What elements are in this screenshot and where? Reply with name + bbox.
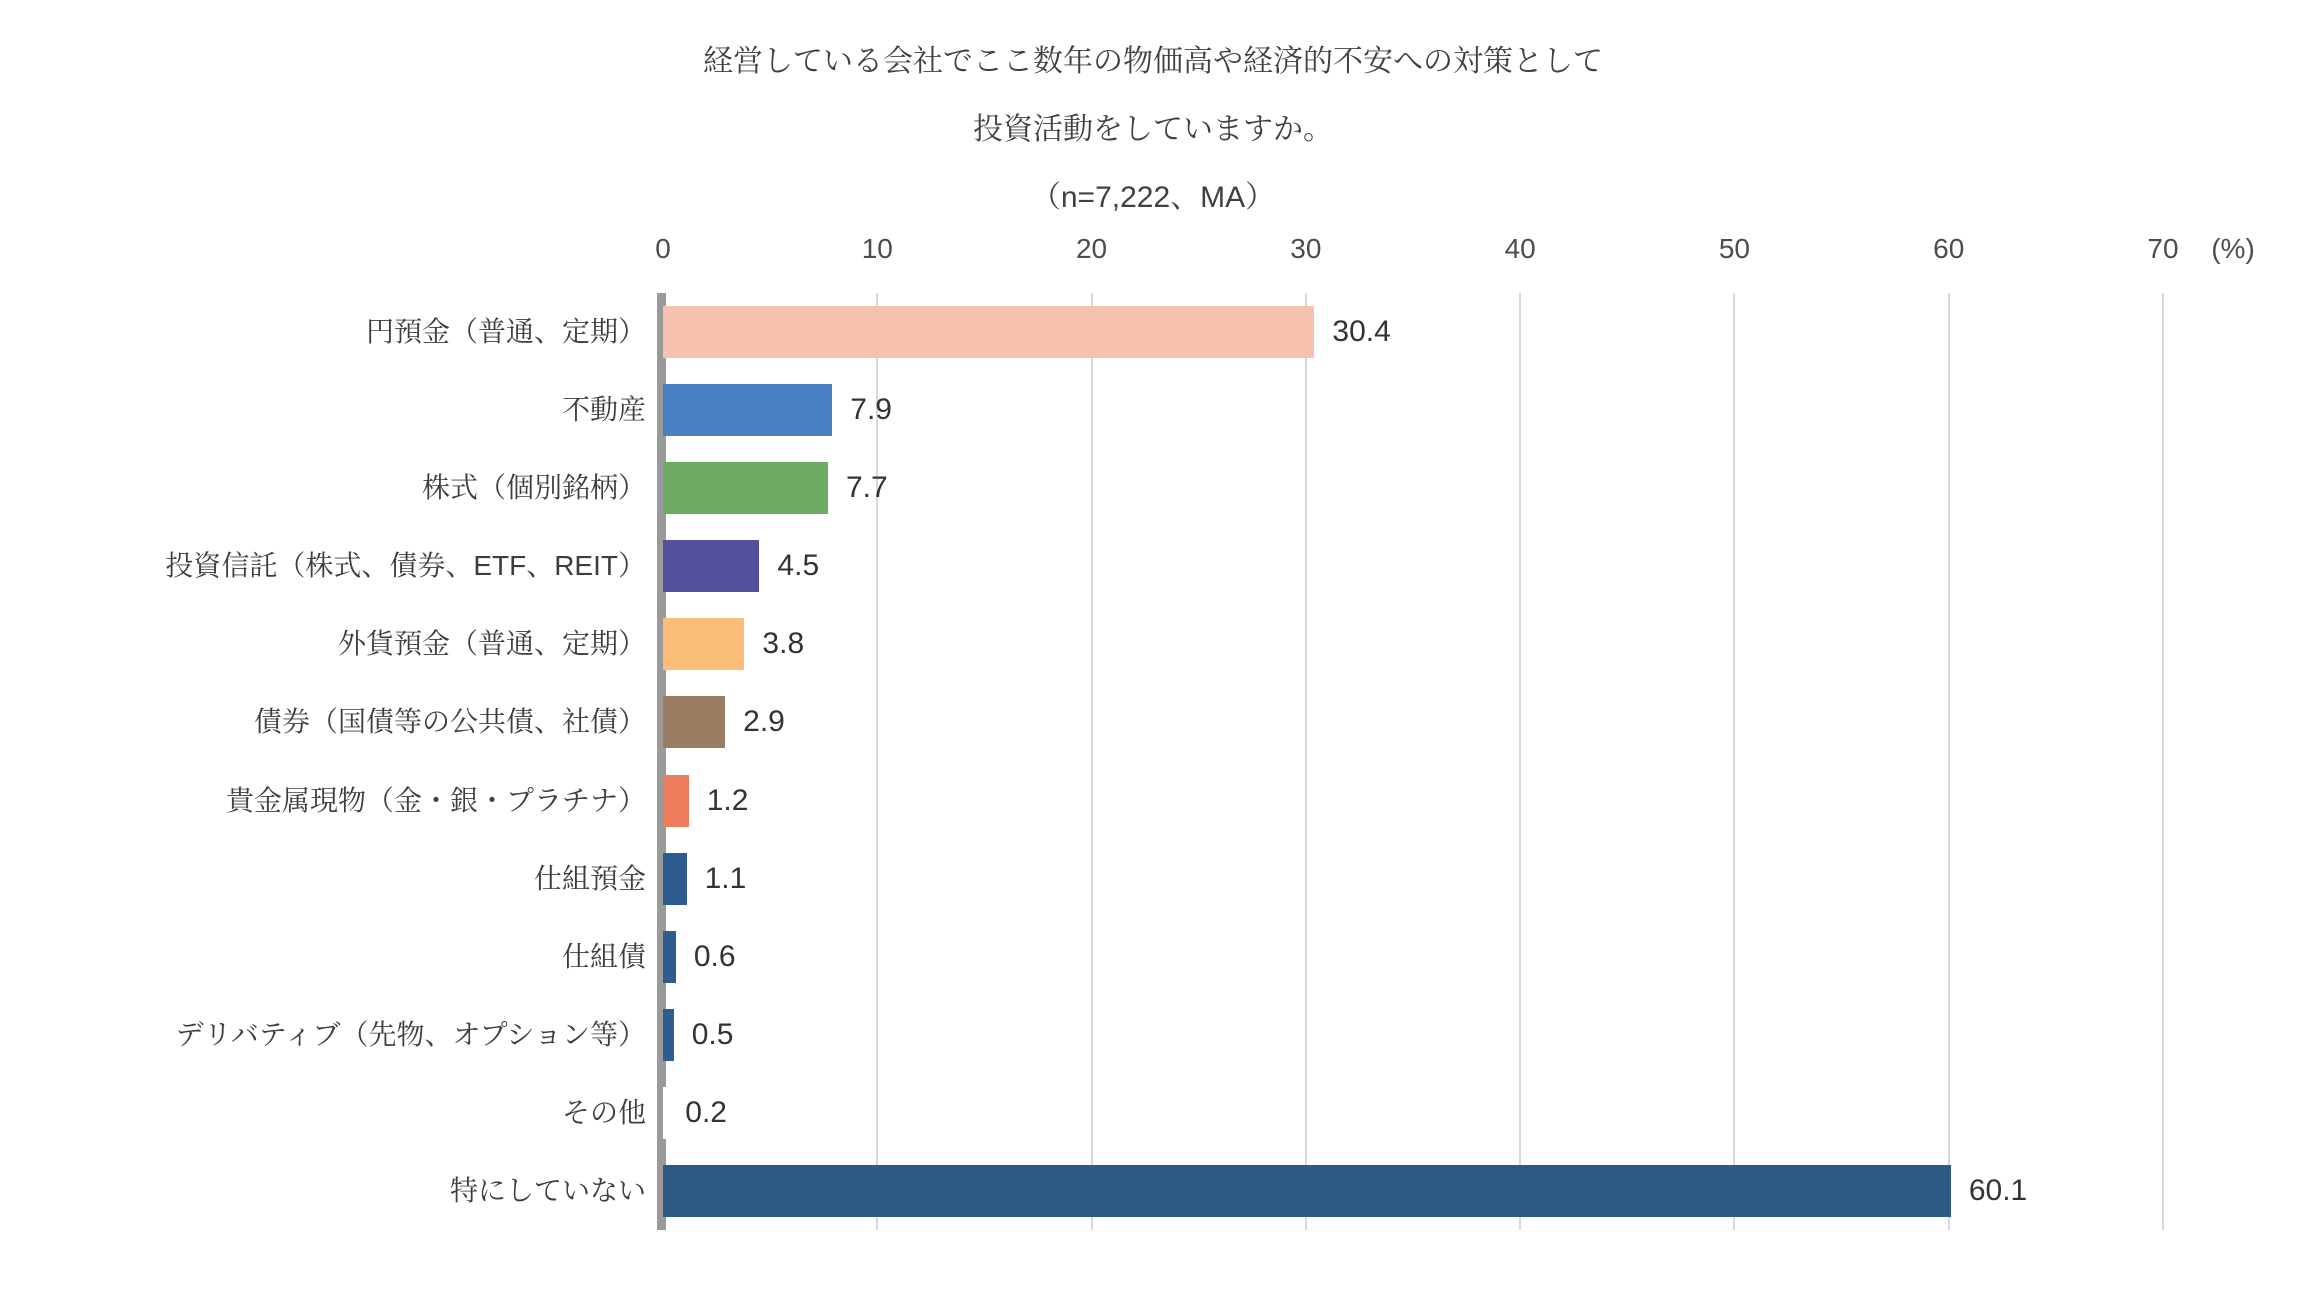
x-tick-label: 20	[1075, 233, 1108, 264]
bar	[663, 384, 832, 436]
value-label: 0.2	[685, 1095, 727, 1129]
category-label: 特にしていない	[449, 1174, 646, 1206]
category-label: 外貨預金（普通、定期）	[337, 628, 646, 660]
category-label: 仕組債	[561, 940, 646, 972]
category-label: 債券（国債等の公共債、社債）	[253, 706, 646, 738]
x-gridline	[2162, 293, 2164, 1230]
bar	[663, 696, 725, 748]
value-label: 7.9	[850, 393, 892, 427]
x-gridline	[1948, 293, 1950, 1230]
value-label: 3.8	[762, 627, 805, 661]
bar	[663, 1165, 1951, 1217]
value-label: 1.1	[704, 861, 747, 895]
x-tick-label: 60	[1933, 233, 1965, 264]
bar	[663, 462, 828, 514]
value-label: 4.5	[777, 549, 820, 583]
category-label: 投資信託（株式、債券、ETF、REIT）	[165, 550, 646, 582]
value-label: 30.4	[1332, 315, 1391, 349]
category-label: デリバティブ（先物、オプション等）	[175, 1018, 646, 1050]
chart-subtitle: （n=7,222、MA）	[1030, 181, 1276, 214]
bar	[663, 853, 687, 905]
category-label: その他	[561, 1096, 646, 1128]
category-label: 不動産	[561, 394, 646, 426]
chart-title-block	[0, 28, 2306, 232]
category-label: 株式（個別銘柄）	[421, 472, 646, 504]
bar	[663, 306, 1314, 358]
x-tick-label: 40	[1504, 233, 1536, 264]
bar	[663, 540, 759, 592]
value-label: 60.1	[1968, 1173, 2028, 1207]
x-gridline	[1519, 293, 1521, 1230]
bar	[663, 931, 676, 983]
x-gridline	[876, 293, 878, 1230]
category-label: 貴金属現物（金・銀・プラチナ）	[225, 784, 646, 816]
category-label: 仕組預金	[533, 862, 646, 894]
bar	[663, 775, 689, 827]
value-label: 2.9	[743, 705, 785, 739]
value-label: 0.6	[693, 939, 736, 973]
category-label: 円預金（普通、定期）	[365, 316, 646, 348]
x-gridline	[1733, 293, 1735, 1230]
x-tick-label: 70	[2147, 233, 2179, 264]
bar	[663, 1087, 667, 1139]
chart-title-line-2: 投資活動をしていますか。	[973, 113, 1333, 146]
value-label: 1.2	[706, 783, 749, 817]
chart-title-line-1: 経営している会社でここ数年の物価高や経済的不安への対策として	[703, 45, 1603, 78]
x-tick-label: 30	[1290, 233, 1322, 264]
value-label: 7.7	[846, 471, 888, 505]
x-gridline	[1305, 293, 1307, 1230]
x-axis-unit-label: (%)	[2211, 233, 2255, 264]
x-tick-label: 50	[1718, 233, 1750, 264]
bar	[663, 1009, 674, 1061]
value-label: 0.5	[691, 1017, 734, 1051]
x-tick-label: 10	[861, 233, 893, 264]
bar	[663, 618, 744, 670]
x-tick-label: 0	[655, 233, 671, 264]
x-gridline	[1091, 293, 1093, 1230]
